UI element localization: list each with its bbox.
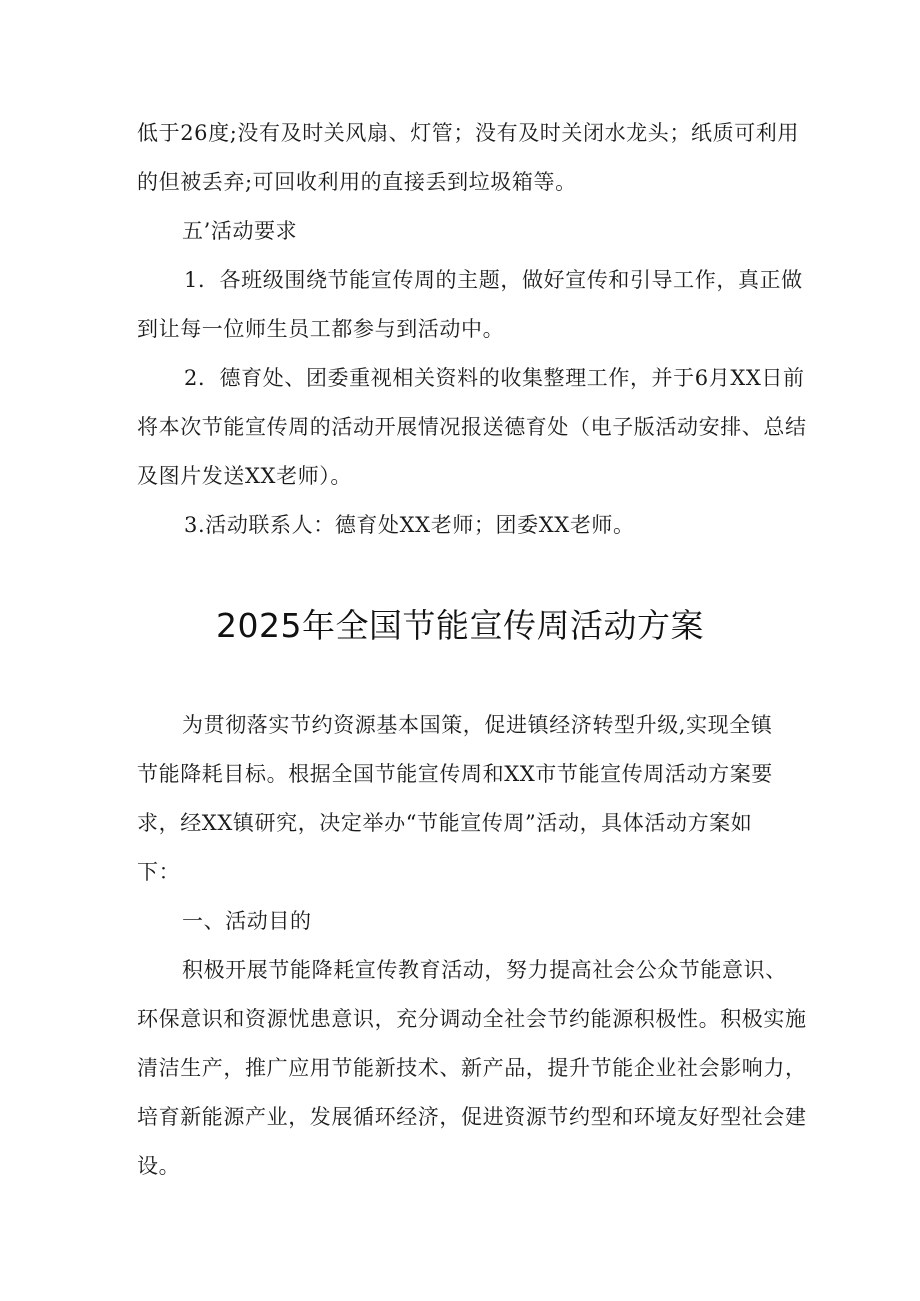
purpose-line-4: 培育新能源产业，发展循环经济，促进资源节约型和环境友好型社会建 bbox=[137, 1105, 807, 1129]
intro-line-4: 下： bbox=[137, 860, 181, 884]
intro-line-3: 求，经XX镇研究，决定举办“节能宣传周”活动，具体活动方案如 bbox=[137, 811, 753, 835]
purpose-line-2: 环保意识和资源忧患意识，充分调动全社会节约能源积极性。积极实施 bbox=[137, 1007, 807, 1031]
requirement-1-line-2: 到让每一位师生员工都参与到活动中。 bbox=[137, 317, 505, 341]
requirement-2-line-2: 将本次节能宣传周的活动开展情况报送德育处（电子版活动安排、总结 bbox=[137, 415, 807, 439]
paragraph-waste-line-1: 低于26度;没有及时关风扇、灯管；没有及时关闭水龙头；纸质可利用 bbox=[137, 121, 799, 145]
intro-line-2: 节能降耗目标。根据全国节能宣传周和XX市节能宣传周活动方案要 bbox=[137, 762, 773, 786]
heading-requirements: 五’活动要求 bbox=[182, 219, 298, 243]
purpose-line-1: 积极开展节能降耗宣传教育活动，努力提高社会公众节能意识、 bbox=[182, 958, 787, 982]
requirement-2-line-3: 及图片发送XX老师）。 bbox=[137, 464, 352, 488]
intro-line-1: 为贯彻落实节约资源基本国策，促进镇经济转型升级,实现全镇 bbox=[182, 713, 773, 737]
document-title: 2025年全国节能宣传周活动方案 bbox=[216, 606, 704, 645]
requirement-2-line-1: 2．德育处、团委重视相关资料的收集整理工作，并于6月XX日前 bbox=[184, 366, 805, 390]
requirement-1-line-1: 1．各班级围绕节能宣传周的主题，做好宣传和引导工作，真正做 bbox=[184, 268, 803, 292]
purpose-line-3: 清洁生产，推广应用节能新技术、新产品，提升节能企业社会影响力， bbox=[137, 1056, 807, 1080]
requirement-3: 3.活动联系人：德育处XX老师；团委XX老师。 bbox=[184, 513, 635, 537]
paragraph-waste-line-2: 的但被丢弃;可回收利用的直接丢到垃圾箱等。 bbox=[137, 170, 577, 194]
purpose-line-5: 设。 bbox=[137, 1154, 181, 1178]
heading-purpose: 一、活动目的 bbox=[182, 909, 312, 933]
